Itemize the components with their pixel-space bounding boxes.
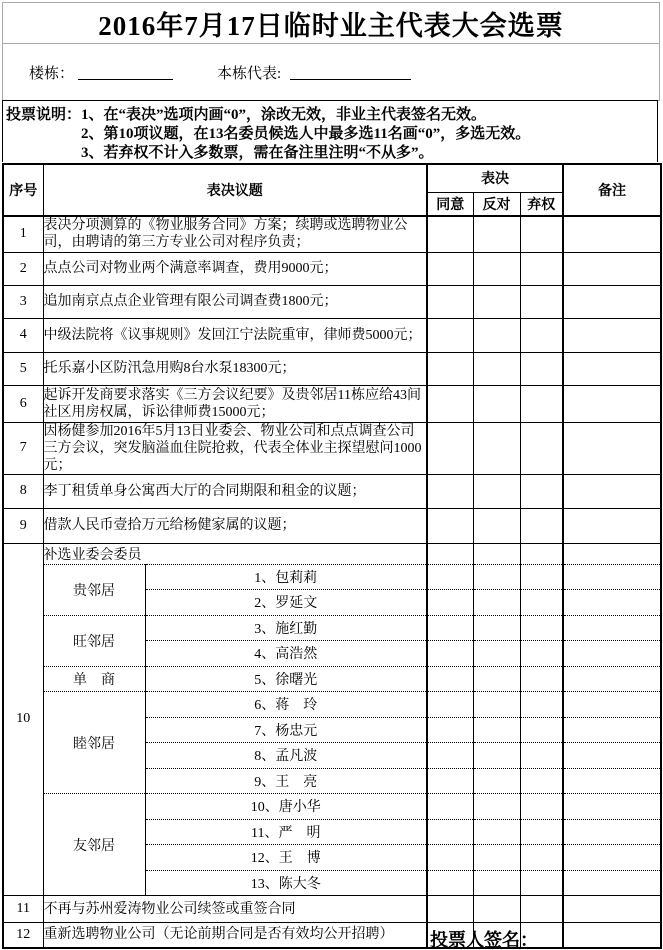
vote-cell-agree[interactable] xyxy=(427,422,473,474)
topic-cell: 起诉开发商要求落实《三方会议纪要》及贵邻居11栋应给43间社区用房权属，诉讼律师费15000元； xyxy=(43,385,427,422)
vote-cell-agree[interactable] xyxy=(427,318,473,352)
topic-cell: 中级法院将《议事规则》发回江宁法院重审，律师费5000元； xyxy=(43,318,427,352)
row-number: 12 xyxy=(3,923,43,948)
topic-cell: 李丁租赁单身公寓西大厅的合同期限和租金的议题； xyxy=(43,474,427,508)
remark-cell[interactable] xyxy=(563,590,661,616)
agenda-row xyxy=(3,923,661,948)
vote-cell-abstain[interactable] xyxy=(520,352,563,385)
vote-cell-oppose[interactable] xyxy=(473,666,520,692)
remark-cell[interactable] xyxy=(563,422,661,474)
candidate-row xyxy=(3,615,661,641)
remark-cell[interactable] xyxy=(563,870,661,896)
topic-cell: 借款人民币壹拾万元给杨健家属的议题； xyxy=(43,508,427,543)
rep-input[interactable] xyxy=(290,63,411,80)
vote-cell-agree[interactable] xyxy=(427,768,473,794)
vote-cell-agree[interactable] xyxy=(427,252,473,285)
header-no: 序号 xyxy=(3,164,43,216)
vote-cell-oppose[interactable] xyxy=(473,717,520,743)
vote-cell-agree[interactable] xyxy=(427,819,473,845)
agenda-row xyxy=(3,352,661,385)
instructions-lines xyxy=(81,106,657,162)
candidate-name: 7、杨忠元 xyxy=(145,717,427,743)
vote-cell-abstain[interactable] xyxy=(520,422,563,474)
remark-cell[interactable] xyxy=(563,615,661,641)
vote-cell-abstain[interactable] xyxy=(520,285,563,318)
rep-label: 本栋代表: xyxy=(217,66,282,82)
candidate-name: 3、施红勤 xyxy=(145,615,427,641)
vote-cell-oppose[interactable] xyxy=(473,318,520,352)
group-label: 旺邻居 xyxy=(43,615,145,666)
building-label: 楼栋： xyxy=(29,66,75,82)
vote-cell-agree[interactable] xyxy=(427,285,473,318)
row-number: 1 xyxy=(3,216,43,252)
vote-cell-oppose[interactable] xyxy=(473,422,520,474)
vote-cell-abstain[interactable] xyxy=(520,508,563,543)
topic-cell: 点点公司对物业两个满意率调查，费用9000元； xyxy=(43,252,427,285)
group-label: 贵邻居 xyxy=(43,564,145,615)
candidate-row xyxy=(3,666,661,692)
row-number: 4 xyxy=(3,318,43,352)
row-number: 9 xyxy=(3,508,43,543)
vote-cell-oppose[interactable] xyxy=(473,352,520,385)
building-input[interactable] xyxy=(78,63,173,80)
remark-cell[interactable] xyxy=(563,216,661,252)
vote-cell-oppose[interactable] xyxy=(473,870,520,896)
row-number: 8 xyxy=(3,474,43,508)
vote-cell-agree[interactable] xyxy=(427,870,473,896)
vote-cell-oppose[interactable] xyxy=(473,845,520,871)
vote-cell-agree[interactable] xyxy=(427,717,473,743)
row10-heading: 补选业委会委员 xyxy=(43,543,427,564)
topic-cell: 因杨健参加2016年5月13日业委会、物业公司和点点调查公司三方会议，突发脑溢血住院抢救，代表全体业主探望慰问1000元； xyxy=(43,422,427,474)
group-label: 睦邻居 xyxy=(43,692,145,794)
row-number: 10 xyxy=(3,543,43,896)
remark-cell[interactable] xyxy=(563,743,661,769)
row-number: 3 xyxy=(3,285,43,318)
vote-cell-oppose[interactable] xyxy=(473,641,520,667)
vote-cell-agree[interactable] xyxy=(427,590,473,616)
remark-cell[interactable] xyxy=(563,819,661,845)
vote-cell-oppose[interactable] xyxy=(473,543,520,564)
agenda-row xyxy=(3,896,661,923)
info-box xyxy=(2,42,660,101)
agenda-row xyxy=(3,422,661,474)
title-box xyxy=(2,2,660,44)
vote-cell-abstain[interactable] xyxy=(520,870,563,896)
row-number: 7 xyxy=(3,422,43,474)
vote-cell-abstain[interactable] xyxy=(520,564,563,590)
topic-cell: 托乐嘉小区防汛急用购8台水泵18300元； xyxy=(43,352,427,385)
agenda-row xyxy=(3,508,661,543)
remark-cell[interactable] xyxy=(563,252,661,285)
remark-cell[interactable] xyxy=(563,641,661,667)
vote-cell-abstain[interactable] xyxy=(520,717,563,743)
remark-cell[interactable] xyxy=(563,564,661,590)
ballot-table xyxy=(2,163,662,949)
signature-label: 投票人签名： xyxy=(430,930,538,950)
vote-cell-abstain[interactable] xyxy=(520,794,563,820)
vote-cell-agree[interactable] xyxy=(427,692,473,718)
header-oppose: 反对 xyxy=(473,192,520,216)
candidate-name: 13、陈大冬 xyxy=(145,870,427,896)
header-agree: 同意 xyxy=(427,192,473,216)
agenda-row xyxy=(3,285,661,318)
candidate-row xyxy=(3,794,661,820)
agenda-row xyxy=(3,252,661,285)
vote-cell-abstain[interactable] xyxy=(520,819,563,845)
remark-cell[interactable] xyxy=(563,845,661,871)
vote-cell-abstain[interactable] xyxy=(520,615,563,641)
vote-cell-oppose[interactable] xyxy=(473,896,520,923)
vote-cell-abstain[interactable] xyxy=(520,318,563,352)
topic-cell: 追加南京点点企业管理有限公司调查费1800元； xyxy=(43,285,427,318)
vote-cell-abstain[interactable] xyxy=(520,216,563,252)
vote-cell-abstain[interactable] xyxy=(520,896,563,923)
vote-cell-abstain[interactable] xyxy=(520,252,563,285)
vote-cell-agree[interactable] xyxy=(427,743,473,769)
vote-cell-abstain[interactable] xyxy=(520,474,563,508)
vote-cell-oppose[interactable] xyxy=(473,385,520,422)
vote-cell-agree[interactable] xyxy=(427,896,473,923)
header-vote: 表决 xyxy=(427,164,563,192)
row-number: 6 xyxy=(3,385,43,422)
vote-cell-oppose[interactable] xyxy=(473,564,520,590)
remark-cell[interactable] xyxy=(563,543,661,564)
topic-cell: 重新选聘物业公司（无论前期合同是否有效均公开招聘） xyxy=(43,923,427,948)
remark-cell[interactable] xyxy=(563,794,661,820)
agenda-row xyxy=(3,474,661,508)
remark-cell[interactable] xyxy=(563,385,661,422)
candidate-name: 5、徐曙光 xyxy=(145,666,427,692)
agenda-row xyxy=(3,385,661,422)
vote-cell-abstain[interactable] xyxy=(520,692,563,718)
instructions-box xyxy=(2,100,658,162)
vote-cell-agree[interactable] xyxy=(427,564,473,590)
instruction-item: 3、若弃权不计入多数票，需在备注里注明“不从多”。 xyxy=(81,145,434,161)
vote-cell-oppose[interactable] xyxy=(473,252,520,285)
vote-cell-agree[interactable] xyxy=(427,474,473,508)
remark-cell[interactable] xyxy=(563,768,661,794)
vote-cell-oppose[interactable] xyxy=(473,590,520,616)
vote-cell-oppose[interactable] xyxy=(473,615,520,641)
remark-cell[interactable] xyxy=(563,508,661,543)
candidate-name: 4、高浩然 xyxy=(145,641,427,667)
instruction-item: 2、第10项议题，在13名委员候选人中最多选11名画“0”，多选无效。 xyxy=(81,126,531,142)
group-label: 单 商 xyxy=(43,666,145,692)
topic-cell: 表决分项测算的《物业服务合同》方案；续聘或选聘物业公司，由聘请的第三方专业公司对程序负责； xyxy=(43,216,427,252)
header-row-1 xyxy=(3,164,661,192)
row-number: 5 xyxy=(3,352,43,385)
vote-cell-agree[interactable] xyxy=(427,666,473,692)
agenda-row xyxy=(3,318,661,352)
vote-cell-agree[interactable] xyxy=(427,845,473,871)
candidate-name: 2、罗延文 xyxy=(145,590,427,616)
vote-cell-abstain[interactable] xyxy=(520,543,563,564)
candidate-name: 1、包莉莉 xyxy=(145,564,427,590)
remark-cell[interactable] xyxy=(563,318,661,352)
vote-cell-agree[interactable] xyxy=(427,615,473,641)
candidate-name: 9、王 亮 xyxy=(145,768,427,794)
header-remark: 备注 xyxy=(563,164,661,216)
candidate-row xyxy=(3,564,661,590)
vote-cell-oppose[interactable] xyxy=(473,474,520,508)
vote-cell-agree[interactable] xyxy=(427,543,473,564)
candidate-name: 11、严 明 xyxy=(145,819,427,845)
remark-cell[interactable] xyxy=(563,666,661,692)
vote-cell-abstain[interactable] xyxy=(520,590,563,616)
vote-cell-agree[interactable] xyxy=(427,216,473,252)
vote-cell-oppose[interactable] xyxy=(473,285,520,318)
header-topic: 表决议题 xyxy=(43,164,427,216)
vote-cell-abstain[interactable] xyxy=(520,768,563,794)
vote-cell-agree[interactable] xyxy=(427,352,473,385)
vote-cell-oppose[interactable] xyxy=(473,216,520,252)
remark-cell[interactable] xyxy=(563,692,661,718)
remark-cell[interactable] xyxy=(563,923,661,948)
topic-cell: 不再与苏州爱涛物业公司续签或重签合同 xyxy=(43,896,427,923)
vote-cell-agree[interactable] xyxy=(427,794,473,820)
vote-cell-abstain[interactable] xyxy=(520,845,563,871)
candidate-name: 8、孟凡波 xyxy=(145,743,427,769)
candidate-name: 6、蒋 玲 xyxy=(145,692,427,718)
vote-cell-abstain[interactable] xyxy=(520,743,563,769)
instructions-label: 投票说明： xyxy=(6,107,82,123)
remark-cell[interactable] xyxy=(563,896,661,923)
candidate-name: 12、王 博 xyxy=(145,845,427,871)
group-label: 友邻居 xyxy=(43,794,145,896)
remark-cell[interactable] xyxy=(563,352,661,385)
candidate-row xyxy=(3,692,661,718)
vote-cell-abstain[interactable] xyxy=(520,641,563,667)
vote-cell-agree[interactable] xyxy=(427,508,473,543)
agenda-row xyxy=(3,216,661,252)
remark-cell[interactable] xyxy=(563,474,661,508)
vote-cell-oppose[interactable] xyxy=(473,508,520,543)
vote-cell-oppose[interactable] xyxy=(473,794,520,820)
remark-cell[interactable] xyxy=(563,285,661,318)
candidate-name: 10、唐小华 xyxy=(145,794,427,820)
header-abstain: 弃权 xyxy=(520,192,563,216)
vote-cell-agree[interactable] xyxy=(427,385,473,422)
page-title: 2016年7月17日临时业主代表大会选票 xyxy=(98,10,564,41)
row10-heading-row xyxy=(3,543,661,564)
vote-cell-oppose[interactable] xyxy=(473,819,520,845)
vote-cell-abstain[interactable] xyxy=(520,666,563,692)
vote-cell-abstain[interactable] xyxy=(520,385,563,422)
row-number: 11 xyxy=(3,896,43,923)
vote-cell-oppose[interactable] xyxy=(473,692,520,718)
instruction-item: 1、在“表决”选项内画“0”，涂改无效，非业主代表签名无效。 xyxy=(81,107,487,123)
row-number: 2 xyxy=(3,252,43,285)
vote-cell-agree[interactable] xyxy=(427,641,473,667)
vote-cell-oppose[interactable] xyxy=(473,743,520,769)
remark-cell[interactable] xyxy=(563,717,661,743)
vote-cell-oppose[interactable] xyxy=(473,768,520,794)
